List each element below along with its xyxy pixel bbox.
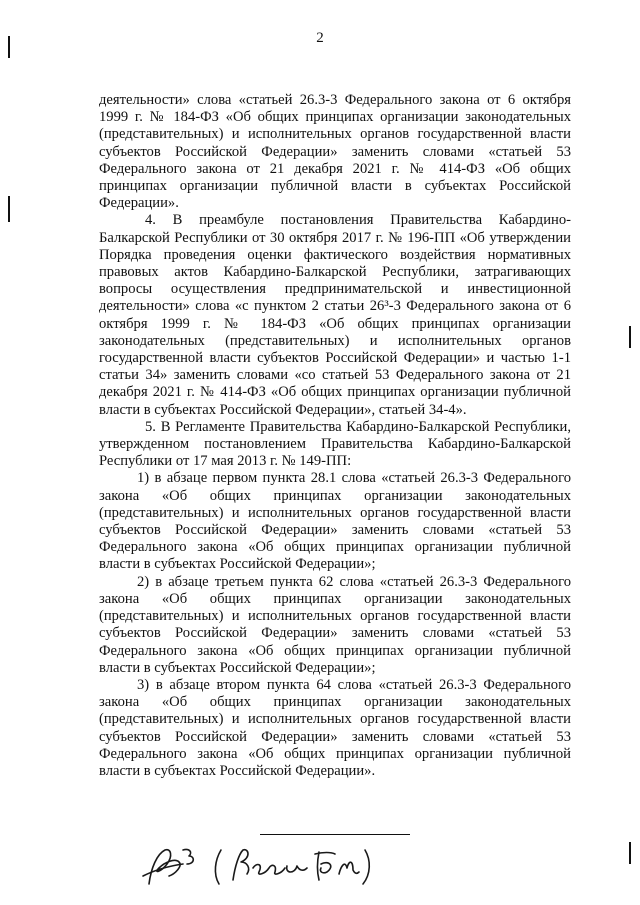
- left-margin-mark-middle: [8, 196, 10, 222]
- subparagraph-2: 2) в абзаце третьем пункта 62 слова «статьей 26.3-3 Федерального закона «Об общих принципах организации законодательных (представительных) и исполнительных органов государственной власти субъектов Российской Федерации» заменить словами «статьей 53 Федерального закона «Об общих принципах организации публичной власти в субъектах Российской Федерации»;: [99, 573, 571, 676]
- page-number: 2: [316, 30, 324, 46]
- subparagraph-1: 1) в абзаце первом пункта 28.1 слова «статьей 26.3-3 Федерального закона «Об общих принципах организации законодательных (представительных) и исполнительных органов государственной власти субъектов Российской Федерации» заменить словами «статьей 53 Федерального закона «Об общих принципах организации публичной власти в субъектах Российской Федерации»;: [99, 470, 571, 573]
- paragraph-continuation: деятельности» слова «статьей 26.3-3 Федерального закона от 6 октября 1999 г. № 184-ФЗ «Об общих принципах организации законодательных (представительных) и исполнительных органов государственной власти субъектов Российской Федерации» заменить словами «статьей 53 Федерального закона от 21 декабря 2021 г. № 414-ФЗ «Об общих принципах организации публичной власти в субъектах Российской Федерации».: [99, 92, 571, 212]
- right-margin-mark-bottom: [629, 842, 631, 864]
- right-margin-mark-middle: [629, 326, 631, 348]
- closing-separator-line: [260, 834, 410, 835]
- paragraph-item-4: 4. В преамбуле постановления Правительства Кабардино-Балкарской Республики от 30 октября 2017 г. № 196-ПП «Об утверждении Порядка проведения оценки фактического воздействия нормативных правовых актов Кабардино-Балкарской Республики, затрагивающих вопросы осуществления предпринимательской и инвестиционной деятельности» слова «с пунктом 2 статьи 26³-3 Федерального закона от 6 октября 1999 г. № 184-ФЗ «Об общих принципах организации законодательных (представительных) и исполнительных органов государственной власти субъектов Российской Федерации» и частью 1-1 статьи 34» заменить словами «со статьей 53 Федерального закона от 21 декабря 2021 г. № 414-ФЗ «Об общих принципах организации публичной власти в субъектах Российской Федерации», статьей 34-4».: [99, 212, 571, 418]
- handwritten-signature: [135, 840, 375, 892]
- left-margin-mark-top: [8, 36, 10, 58]
- paragraph-item-5: 5. В Регламенте Правительства Кабардино-Балкарской Республики, утвержденном постановлением Правительства Кабардино-Балкарской Республики от 17 мая 2013 г. № 149-ПП:: [99, 418, 571, 470]
- subparagraph-3: 3) в абзаце втором пункта 64 слова «статьей 26.3-3 Федерального закона «Об общих принципах организации законодательных (представительных) и исполнительных органов государственной власти субъектов Российской Федерации» заменить словами «статьей 53 Федерального закона «Об общих принципах организации публичной власти в субъектах Российской Федерации».: [99, 676, 571, 779]
- document-body: [99, 92, 571, 780]
